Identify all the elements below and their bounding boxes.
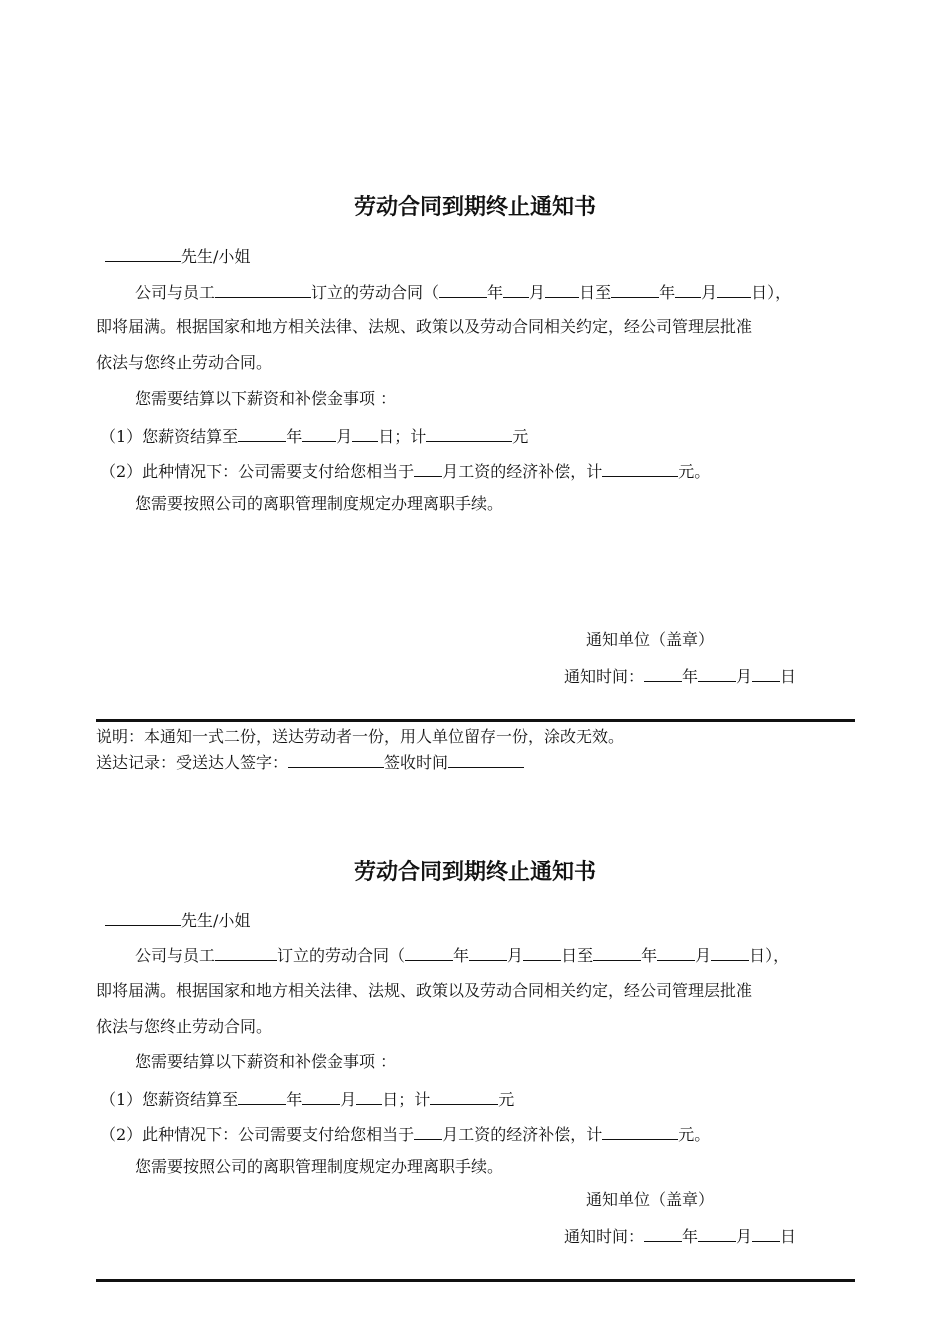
notice-2-sign-time: 通知时间： 年 月 日 bbox=[564, 1227, 797, 1246]
notice-1-paragraph-3: 依法与您终止劳动合同。 bbox=[96, 353, 273, 372]
settle-year-blank[interactable] bbox=[238, 425, 286, 442]
start-year-blank[interactable] bbox=[405, 944, 453, 961]
notice-2-paragraph-3: 依法与您终止劳动合同。 bbox=[96, 1017, 273, 1036]
notice-2-sign-unit: 通知单位（盖章） bbox=[586, 1190, 715, 1209]
compensation-amount-blank[interactable] bbox=[602, 460, 678, 477]
settle-day-blank[interactable] bbox=[356, 1088, 382, 1105]
notice-2-item-2: （2）此种情况下：公司需要支付给您相当于 月工资的经济补偿，计 元。 bbox=[100, 1125, 711, 1144]
end-year-blank[interactable] bbox=[593, 944, 641, 961]
divider-line bbox=[96, 719, 855, 722]
name-blank[interactable] bbox=[105, 245, 181, 262]
notice-1-paragraph-1: 公司与员工 订立的劳动合同（ 年 月 日至 年 月 日）， bbox=[135, 283, 792, 302]
notice-1-paragraph-4: 您需要结算以下薪资和补偿金事项 ： bbox=[135, 389, 397, 408]
end-day-blank[interactable] bbox=[717, 281, 751, 298]
compensation-amount-blank[interactable] bbox=[602, 1123, 678, 1140]
salary-amount-blank[interactable] bbox=[430, 1088, 498, 1105]
start-day-blank[interactable] bbox=[545, 281, 579, 298]
sign-day-blank[interactable] bbox=[752, 665, 780, 682]
end-month-blank[interactable] bbox=[675, 281, 701, 298]
divider-line bbox=[96, 1279, 855, 1282]
receipt-time-blank[interactable] bbox=[448, 751, 524, 768]
notice-2-title: 劳动合同到期终止通知书 bbox=[353, 860, 596, 885]
notice-1-paragraph-2: 即将届满。根据国家和地方相关法律、法规、政策以及劳动合同相关约定，经公司管理层批准 bbox=[96, 317, 753, 336]
notice-2-paragraph-1: 公司与员工 订立的劳动合同（ 年 月 日至 年 月 日）， bbox=[135, 946, 790, 965]
months-blank[interactable] bbox=[414, 1123, 442, 1140]
notice-2-paragraph-4: 您需要结算以下薪资和补偿金事项 ： bbox=[135, 1052, 397, 1071]
notice-1-paragraph-5: 您需要按照公司的离职管理制度规定办理离职手续。 bbox=[135, 494, 504, 513]
start-month-blank[interactable] bbox=[503, 281, 529, 298]
notice-1-note: 说明：本通知一式二份，送达劳动者一份，用人单位留存一份，涂改无效。 bbox=[96, 727, 625, 746]
notice-1-delivery-record: 送达记录：受送达人签字： 签收时间 bbox=[96, 751, 524, 773]
notice-2-item-1: （1）您薪资结算至 年 月 日；计 元 bbox=[100, 1090, 515, 1109]
end-month-blank[interactable] bbox=[657, 944, 695, 961]
sign-day-blank[interactable] bbox=[752, 1225, 780, 1242]
name-blank[interactable] bbox=[105, 909, 181, 926]
notice-1-sign-time: 通知时间： 年 月 日 bbox=[564, 667, 797, 686]
notice-2-salutation: 先生/小姐 bbox=[105, 909, 250, 931]
end-day-blank[interactable] bbox=[711, 944, 749, 961]
settle-month-blank[interactable] bbox=[302, 1088, 340, 1105]
months-blank[interactable] bbox=[414, 460, 442, 477]
sign-month-blank[interactable] bbox=[698, 1225, 736, 1242]
start-day-blank[interactable] bbox=[523, 944, 561, 961]
notice-1-title: 劳动合同到期终止通知书 bbox=[353, 195, 596, 220]
start-month-blank[interactable] bbox=[469, 944, 507, 961]
employee-blank[interactable] bbox=[215, 944, 277, 961]
sign-year-blank[interactable] bbox=[644, 1225, 682, 1242]
notice-1-item-1: （1）您薪资结算至 年 月 日；计 元 bbox=[100, 427, 529, 446]
employee-blank[interactable] bbox=[215, 281, 311, 298]
settle-day-blank[interactable] bbox=[352, 425, 378, 442]
notice-2-paragraph-2: 即将届满。根据国家和地方相关法律、法规、政策以及劳动合同相关约定，经公司管理层批准 bbox=[96, 981, 753, 1000]
end-year-blank[interactable] bbox=[611, 281, 659, 298]
sign-year-blank[interactable] bbox=[644, 665, 682, 682]
notice-1-sign-unit: 通知单位（盖章） bbox=[586, 630, 715, 649]
notice-1-item-2: （2）此种情况下：公司需要支付给您相当于 月工资的经济补偿，计 元。 bbox=[100, 462, 711, 481]
salary-amount-blank[interactable] bbox=[426, 425, 512, 442]
notice-1-salutation: 先生/小姐 bbox=[105, 245, 250, 267]
start-year-blank[interactable] bbox=[439, 281, 487, 298]
notice-2-paragraph-5: 您需要按照公司的离职管理制度规定办理离职手续。 bbox=[135, 1157, 504, 1176]
recipient-signature-blank[interactable] bbox=[288, 751, 384, 768]
sign-month-blank[interactable] bbox=[698, 665, 736, 682]
settle-month-blank[interactable] bbox=[302, 425, 336, 442]
settle-year-blank[interactable] bbox=[238, 1088, 286, 1105]
